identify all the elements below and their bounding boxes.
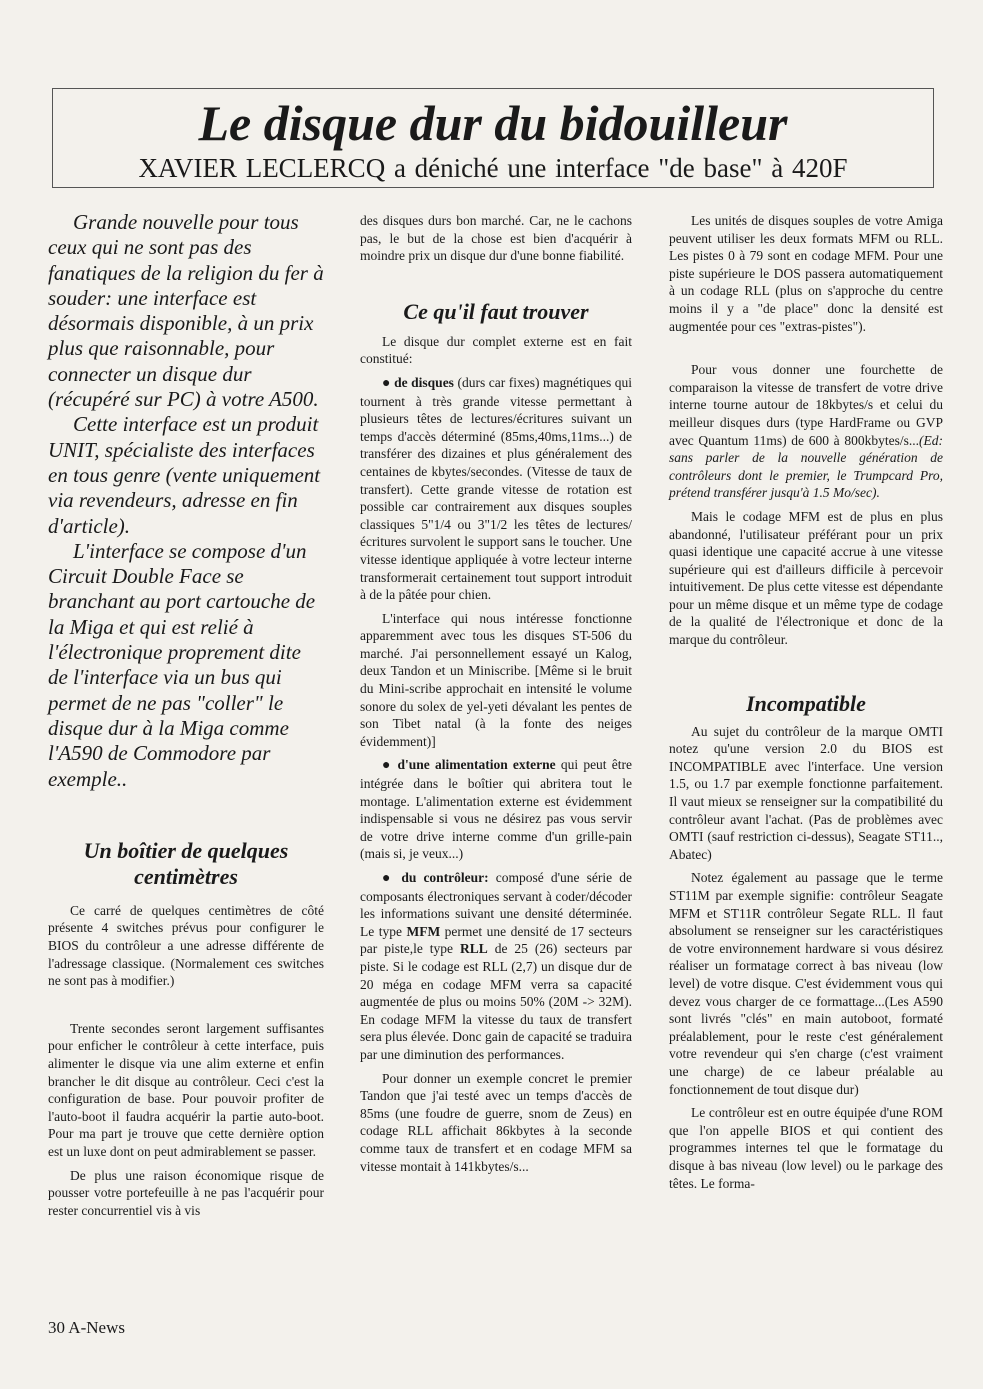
bullet-text: composé d'une série de composants électroniques servant à coder/décoder les informations suivant une densité déterminée. Le type	[360, 870, 632, 939]
body-text	[360, 212, 632, 265]
page-number: 30 A-News	[48, 1318, 125, 1337]
paragraph: des disques durs bon marché. Car, ne le cachons pas, le but de la chose est bien d'acquérir à moindre prix un disque dur d'une bonne fiabilité.	[360, 213, 632, 264]
body-text	[669, 723, 943, 1192]
paragraph: Ce carré de quelques centimètres de côté présente 4 switches prévus pour configurer le BIOS du contrôleur a une adresse différente de l'adressage classique. (Normalement ces switches ne sont pas à modifier.)	[48, 902, 324, 989]
bullet-lead: du contrôleur:	[401, 870, 489, 885]
bullet-lead: de disques	[394, 374, 454, 390]
intro-paragraph: Cette interface est un produit UNIT, spécialiste des interfaces en tous genre (vente uniquement via revendeurs, adresse en fin d'article).	[48, 412, 321, 538]
bullet-icon: ●	[382, 375, 391, 391]
paragraph: L'interface qui nous intéresse fonctionne apparemment avec tous les disques ST-506 du marché. J'ai personnellement essayé un Kalog, deux Tandon et un Miniscribe. [Même si le bruit du Mini-scribe approchait en intensité le volume sonore du solex de yel-yeti dévalant les pentes de son Tibet natal (à la fonte des neiges évidemment)]	[360, 610, 632, 749]
term-rll: RLL	[459, 941, 488, 957]
section-heading: Ce qu'il faut trouver	[403, 298, 589, 324]
intro-paragraph: Grande nouvelle pour tous ceux qui ne sont pas des fanatiques de la religion du fer à souder: une interface est désormais disponible, à un prix plus que raisonnable, pour connecter un disque dur (récupéré sur PC) à votre A500.	[48, 210, 324, 412]
bullet-icon: ●	[382, 871, 395, 886]
bullet-text: permet une densité de 17 secteurs par piste,le type	[360, 923, 633, 957]
body-text	[669, 212, 943, 649]
body-text	[48, 902, 324, 1220]
paragraph	[669, 361, 943, 502]
body-text	[360, 333, 632, 1175]
paragraph: Les unités de disques souples de votre Amiga peuvent utiliser les deux formats MFM ou RLL. Les pistes 0 à 79 sont en codage MFM. Pour une piste supérieure le DOS passera automatiquement à un codage RLL (plus on s'approche du centre moins il y a "de place" donc la densité est augmentée pour ces "extras-pistes").	[669, 213, 943, 334]
paragraph: Mais le codage MFM est de plus en plus abandonné, l'utilisateur préférant pour un prix quasi identique une capacité accrue à une vitesse supérieure qui est d'ailleurs difficile à percevoir intuitivement. De plus cette vitesse est dépendante pour un même disque et un même type de codage de la qualité de l'électronique et donc de la marque du contrôleur.	[669, 508, 943, 648]
editor-note: (Ed: sans parler de la nouvelle génération de contrôleurs dont le premier, le Trumpcard Pro, prétend transférer jusqu'à 1.5 Mo/sec).	[669, 432, 943, 501]
paragraph: Le disque dur complet externe est en fait constitué:	[360, 333, 632, 367]
paragraph: Le contrôleur est en outre équipée d'une ROM que l'on appelle BIOS et qui contient des programmes internes tel que le formatage du disque à bas niveau (low level) ou le parkage des têtes. Le forma-	[669, 1105, 943, 1191]
section-heading: Incompatible	[746, 690, 866, 716]
bullet-item	[360, 756, 632, 863]
column-2	[360, 212, 632, 1181]
intro-paragraph: L'interface se compose d'un Circuit Double Face se branchant au port cartouche de la Miga et qui est relié à l'électronique proprement dite de l'interface via un bus qui permet de ne pas "coller" le disque dur à la Miga comme l'A590 de Commodore par exemple..	[48, 538, 316, 791]
bullet-icon: ●	[382, 758, 393, 774]
section-heading: Un boîtier de quelques centimètres	[83, 837, 289, 889]
article-title: Le disque dur du bidouilleur	[198, 95, 788, 151]
paragraph: Pour donner un exemple concret le premier Tandon que j'ai testé avec un temps d'accès de 85ms (une foudre de guerre, snom de Zeus) en codage RLL affichait 86kbytes à la seconde comme taux de transfert et en codage MFM sa vitesse montait à 141kbytes/s...	[360, 1070, 632, 1174]
paragraph-text: Pour vous donner une fourchette de comparaison la vitesse de transfert de votre drive interne tourne autour de 18kbytes/s et celui du meilleur disques durs (type HardFrame ou GVP avec Quantum 11ms) de 600 à 800kbytes/s...	[669, 362, 943, 448]
intro-text	[48, 210, 324, 792]
bullet-text: (durs car fixes) magnétiques qui tournent à très grande vitesse permettant à plusieurs têtes de lectures/écritures suivant un temps d'accès déterminé (85ms,40ms,11ms...) de transférer des dizaines et plus généralement des centaines de kbytes/secondes. (Vitesse de taux de transfert). Cette grande vitesse de rotation est possible car contrairement aux disques souples classiques 5"1/4 ou 3"1/2 les têtes de lectures/écritures survolent le support sans le toucher. Une vitesse identique appliquée à votre lecteur interne transformerait certainement tout support introduit à de la pâtée pour chien.	[360, 374, 632, 603]
paragraph: Trente secondes seront largement suffisantes pour enficher le contrôleur à cette interface, puis alimenter le disque via une alim externe et enfin brancher le dit disque au contrôleur. Ceci c'est la configuration de base. Pour pouvoir profiter de l'auto-boot il faudra acquérir la partie auto-boot. Pour ma part je trouve que cette dernière option est un luxe dont on peut admirablement se passer.	[48, 1020, 324, 1159]
bullet-text: qui peut être intégrée dans le boîtier qui abritera tout le montage. L'alimentation externe est évidemment indispensable si vous ne désirez pas vous servir de votre drive interne comme d'un grille-pain (mais si, je veux...)	[360, 757, 632, 862]
term-mfm: MFM	[406, 923, 441, 939]
bullet-text: de 25 (26) secteurs par piste. Si le codage est RLL (2,7) un disque dur de 20 méga en codage MFM verra sa capacité augmentée de plus ou moins 50% (20M -> 32M). En codage MFM la vitesse du taux de transfert sera plus élevée. Donc gain de capacité se traduira par une diminution des performances.	[360, 941, 632, 1062]
bullet-lead: d'une alimentation externe	[397, 757, 556, 773]
column-1	[48, 210, 324, 1225]
bullet-item	[360, 869, 632, 1064]
column-3	[669, 212, 943, 1198]
bullet-item	[360, 374, 632, 604]
article-header	[52, 88, 934, 188]
article-subtitle: XAVIER LECLERCQ a déniché une interface "de base" à 420F	[138, 153, 848, 183]
paragraph: De plus une raison économique risque de pousser votre portefeuille à ne pas l'acquérir pour rester concurrentiel vis à vis	[48, 1167, 324, 1218]
paragraph: Au sujet du contrôleur de la marque OMTI notez qu'une version 2.0 du BIOS est INCOMPATIBLE avec l'interface. Une version 1.5, ou 1.7 par exemple fonctionne parfaitement. Il vaut mieux se renseigner sur la compatibilité du contrôleur avant l'achat. (Pas de problèmes avec OMTI (sauf restriction ci-dessus), Seagate ST11.., Abatec)	[669, 723, 943, 862]
paragraph: Notez également au passage que le terme ST11M par exemple signifie: contrôleur Seagate MFM et ST11R contrôleur Segate RLL. Il faut absolument se renseigner sur les caractéristiques de votre environnement hardware si vous désirez réaliser un formatage correct à bas niveau (low level) de votre disque. C'est évidemment vous qui devez vous charger de ce formattage...(Les A590 sont livrés "clés" en main autoboot, formaté préalablement, pour le reste c'est généralement votre revendeur qui s'en charge (c'est vraiment une charge) de ce labeur préalable au fonctionnement de tout disque dur)	[669, 870, 943, 1097]
